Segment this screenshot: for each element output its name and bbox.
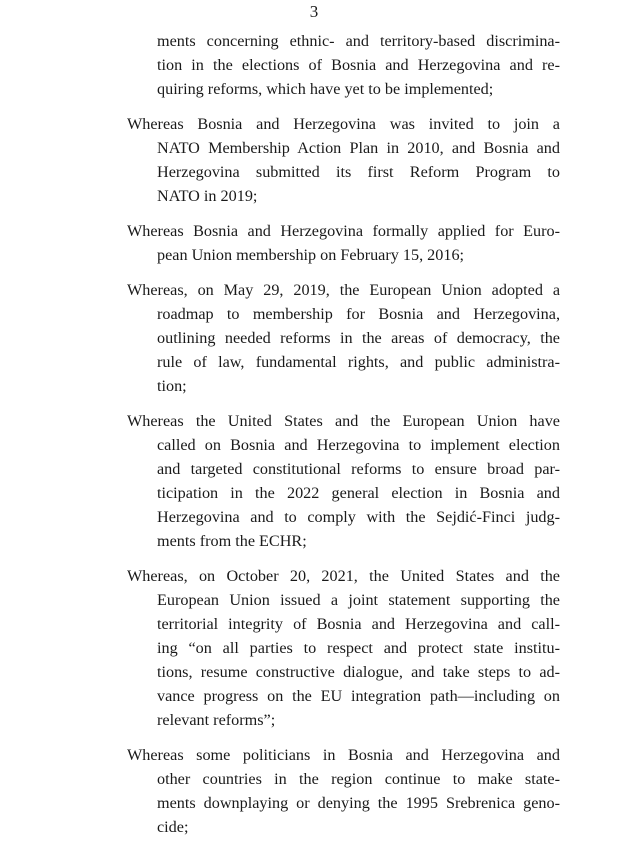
text-line: Whereas Bosnia and Herzegovina was invited to join a <box>127 115 560 133</box>
text-line: Whereas, on October 20, 2021, the United States and the <box>127 567 560 585</box>
whereas-clause-srebrenica-denial <box>127 743 560 839</box>
text-line: territorial integrity of Bosnia and Herzegovina and call- <box>157 615 560 633</box>
whereas-clause-joint-statement <box>127 564 560 732</box>
text-line: cide; <box>157 818 189 836</box>
whereas-clause-eu-roadmap <box>127 278 560 398</box>
text-line: relevant reforms”; <box>157 711 276 729</box>
text-line: Whereas Bosnia and Herzegovina formally applied for Euro- <box>127 222 560 240</box>
whereas-clause-us-eu-reforms <box>127 409 560 553</box>
text-line: tion in the elections of Bosnia and Herzegovina and re- <box>157 56 560 74</box>
text-line: and targeted constitutional reforms to ensure broad par- <box>157 460 560 478</box>
text-line: ments concerning ethnic- and territory-based discrimina- <box>157 32 560 50</box>
text-line: quiring reforms, which have yet to be implemented; <box>157 80 494 98</box>
whereas-clause-nato-map <box>127 112 560 208</box>
text-line: pean Union membership on February 15, 2016; <box>157 246 465 264</box>
text-line: NATO Membership Action Plan in 2010, and Bosnia and <box>157 139 560 157</box>
text-line: tion; <box>157 377 187 395</box>
text-line: European Union issued a joint statement supporting the <box>157 591 560 609</box>
text-line: NATO in 2019; <box>157 187 258 205</box>
text-line: ments downplaying or denying the 1995 Srebrenica geno- <box>157 794 560 812</box>
whereas-clause-eu-application <box>127 219 560 267</box>
text-line: vance progress on the EU integration path—including on <box>157 687 560 705</box>
text-line: Whereas the United States and the European Union have <box>127 412 560 430</box>
document-body <box>127 29 560 850</box>
text-line: Herzegovina and to comply with the Sejdić-Finci judg- <box>157 508 560 526</box>
text-line: outlining needed reforms in the areas of democracy, the <box>157 329 560 347</box>
text-line: ticipation in the 2022 general election in Bosnia and <box>157 484 560 502</box>
text-line: tions, resume constructive dialogue, and take steps to ad- <box>157 663 560 681</box>
text-line: ing “on all parties to respect and protect state institu- <box>157 639 560 657</box>
text-line: Whereas, on May 29, 2019, the European Union adopted a <box>127 281 560 299</box>
page-number: 3 <box>309 2 319 21</box>
text-line: other countries in the region continue to make state- <box>157 770 560 788</box>
text-line: Herzegovina submitted its first Reform Program to <box>157 163 560 181</box>
text-line: called on Bosnia and Herzegovina to implement election <box>157 436 560 454</box>
text-line: ments from the ECHR; <box>157 532 307 550</box>
whereas-clause-continuation <box>127 29 560 101</box>
text-line: Whereas some politicians in Bosnia and Herzegovina and <box>127 746 560 764</box>
text-line: rule of law, fundamental rights, and public administra- <box>157 353 560 371</box>
text-line: roadmap to membership for Bosnia and Herzegovina, <box>157 305 560 323</box>
